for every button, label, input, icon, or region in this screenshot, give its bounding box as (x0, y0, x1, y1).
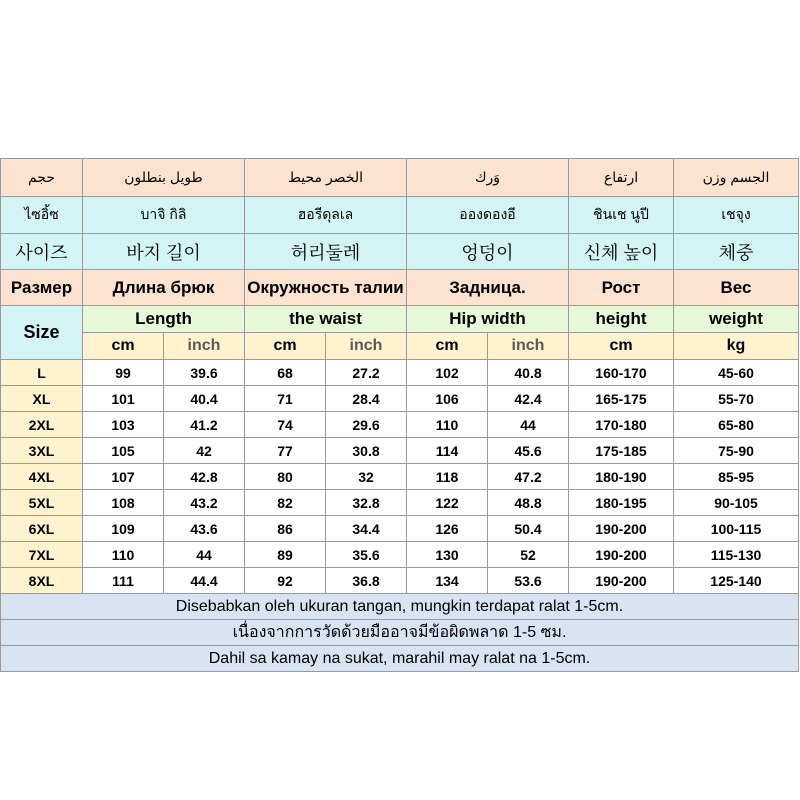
unit-waist-inch: inch (326, 333, 407, 360)
header-size-russian: Размер (1, 270, 83, 306)
header-row-thai (1, 197, 799, 234)
header-height-korean: 신체 높이 (569, 234, 674, 270)
size-cell: L (1, 360, 83, 386)
size-cell: 8XL (1, 568, 83, 594)
hip-inch-cell: 45.6 (488, 438, 569, 464)
waist-cm-cell: 82 (245, 490, 326, 516)
weight-cell: 115-130 (674, 542, 799, 568)
length-cm-cell: 101 (83, 386, 164, 412)
hip-cm-cell: 130 (407, 542, 488, 568)
unit-length-cm: cm (83, 333, 164, 360)
table-row (1, 438, 799, 464)
header-row-english (1, 306, 799, 333)
header-weight-arabic: الجسم وزن (674, 159, 799, 197)
note-row (1, 594, 799, 620)
header-hip-thai: อองดองอี (407, 197, 569, 234)
height-cell: 180-195 (569, 490, 674, 516)
size-cell: 5XL (1, 490, 83, 516)
header-size-arabic: حجم (1, 159, 83, 197)
waist-inch-cell: 32.8 (326, 490, 407, 516)
hip-inch-cell: 44 (488, 412, 569, 438)
hip-cm-cell: 102 (407, 360, 488, 386)
table-row (1, 360, 799, 386)
hip-cm-cell: 134 (407, 568, 488, 594)
length-cm-cell: 107 (83, 464, 164, 490)
header-weight-korean: 체중 (674, 234, 799, 270)
length-cm-cell: 111 (83, 568, 164, 594)
header-row-korean (1, 234, 799, 270)
table-row (1, 542, 799, 568)
waist-inch-cell: 30.8 (326, 438, 407, 464)
unit-weight-kg: kg (674, 333, 799, 360)
header-weight-russian: Вес (674, 270, 799, 306)
unit-length-inch: inch (164, 333, 245, 360)
waist-inch-cell: 27.2 (326, 360, 407, 386)
size-cell: 4XL (1, 464, 83, 490)
header-length-korean: 바지 길이 (83, 234, 245, 270)
header-hip-korean: 엉덩이 (407, 234, 569, 270)
length-cm-cell: 99 (83, 360, 164, 386)
size-cell: 6XL (1, 516, 83, 542)
header-waist-korean: 허리둘레 (245, 234, 407, 270)
header-hip-russian: Задница. (407, 270, 569, 306)
header-row-russian (1, 270, 799, 306)
unit-hip-cm: cm (407, 333, 488, 360)
waist-inch-cell: 28.4 (326, 386, 407, 412)
size-chart-table (0, 158, 799, 672)
size-data-rows (1, 360, 799, 594)
header-length-english: Length (83, 306, 245, 333)
unit-hip-inch: inch (488, 333, 569, 360)
length-inch-cell: 44 (164, 542, 245, 568)
length-inch-cell: 42.8 (164, 464, 245, 490)
waist-cm-cell: 68 (245, 360, 326, 386)
length-cm-cell: 103 (83, 412, 164, 438)
measurement-note: เนื่องจากการวัดด้วยมืออาจมีข้อผิดพลาด 1-5 ซม. (1, 620, 799, 646)
weight-cell: 75-90 (674, 438, 799, 464)
height-cell: 190-200 (569, 568, 674, 594)
table-row (1, 464, 799, 490)
height-cell: 175-185 (569, 438, 674, 464)
size-cell: 7XL (1, 542, 83, 568)
length-inch-cell: 43.2 (164, 490, 245, 516)
hip-inch-cell: 48.8 (488, 490, 569, 516)
measurement-note: Disebabkan oleh ukuran tangan, mungkin terdapat ralat 1-5cm. (1, 594, 799, 620)
hip-inch-cell: 50.4 (488, 516, 569, 542)
length-cm-cell: 105 (83, 438, 164, 464)
waist-cm-cell: 86 (245, 516, 326, 542)
header-length-thai: บาจิ กิลิ (83, 197, 245, 234)
header-size-korean: 사이즈 (1, 234, 83, 270)
header-waist-russian: Окружность талии (245, 270, 407, 306)
hip-inch-cell: 52 (488, 542, 569, 568)
header-height-russian: Рост (569, 270, 674, 306)
table-row (1, 568, 799, 594)
header-hip-english: Hip width (407, 306, 569, 333)
table-row (1, 490, 799, 516)
waist-cm-cell: 74 (245, 412, 326, 438)
header-waist-english: the waist (245, 306, 407, 333)
unit-waist-cm: cm (245, 333, 326, 360)
hip-cm-cell: 118 (407, 464, 488, 490)
length-inch-cell: 39.6 (164, 360, 245, 386)
hip-cm-cell: 126 (407, 516, 488, 542)
length-cm-cell: 109 (83, 516, 164, 542)
height-cell: 165-175 (569, 386, 674, 412)
length-inch-cell: 40.4 (164, 386, 245, 412)
size-cell: 2XL (1, 412, 83, 438)
weight-cell: 45-60 (674, 360, 799, 386)
note-row (1, 646, 799, 672)
hip-inch-cell: 53.6 (488, 568, 569, 594)
measurement-note: Dahil sa kamay na sukat, marahil may ralat na 1-5cm. (1, 646, 799, 672)
table-row (1, 386, 799, 412)
header-row-arabic (1, 159, 799, 197)
weight-cell: 100-115 (674, 516, 799, 542)
note-row (1, 620, 799, 646)
unit-height-cm: cm (569, 333, 674, 360)
header-hip-arabic: وَرك (407, 159, 569, 197)
size-cell: XL (1, 386, 83, 412)
hip-inch-cell: 42.4 (488, 386, 569, 412)
waist-inch-cell: 29.6 (326, 412, 407, 438)
waist-cm-cell: 77 (245, 438, 326, 464)
header-height-arabic: ارتفاع (569, 159, 674, 197)
waist-cm-cell: 80 (245, 464, 326, 490)
header-height-english: height (569, 306, 674, 333)
height-cell: 190-200 (569, 542, 674, 568)
waist-inch-cell: 34.4 (326, 516, 407, 542)
weight-cell: 85-95 (674, 464, 799, 490)
header-row-units (1, 333, 799, 360)
table-row (1, 412, 799, 438)
waist-inch-cell: 32 (326, 464, 407, 490)
waist-cm-cell: 92 (245, 568, 326, 594)
waist-inch-cell: 35.6 (326, 542, 407, 568)
header-weight-thai: เชจุง (674, 197, 799, 234)
waist-cm-cell: 89 (245, 542, 326, 568)
height-cell: 170-180 (569, 412, 674, 438)
header-size-thai: ไซอิ้ซ (1, 197, 83, 234)
header-waist-thai: ฮอรีดุลเล (245, 197, 407, 234)
length-inch-cell: 43.6 (164, 516, 245, 542)
hip-inch-cell: 47.2 (488, 464, 569, 490)
hip-cm-cell: 114 (407, 438, 488, 464)
waist-cm-cell: 71 (245, 386, 326, 412)
table-row (1, 516, 799, 542)
height-cell: 180-190 (569, 464, 674, 490)
header-length-russian: Длина брюк (83, 270, 245, 306)
height-cell: 160-170 (569, 360, 674, 386)
header-height-thai: ชินเช นูปี (569, 197, 674, 234)
header-weight-english: weight (674, 306, 799, 333)
size-cell: 3XL (1, 438, 83, 464)
header-length-arabic: طويل بنطلون (83, 159, 245, 197)
weight-cell: 65-80 (674, 412, 799, 438)
weight-cell: 90-105 (674, 490, 799, 516)
hip-cm-cell: 106 (407, 386, 488, 412)
length-cm-cell: 110 (83, 542, 164, 568)
length-inch-cell: 44.4 (164, 568, 245, 594)
length-inch-cell: 41.2 (164, 412, 245, 438)
note-rows (1, 594, 799, 672)
hip-inch-cell: 40.8 (488, 360, 569, 386)
weight-cell: 55-70 (674, 386, 799, 412)
hip-cm-cell: 122 (407, 490, 488, 516)
header-waist-arabic: الخصر محيط (245, 159, 407, 197)
hip-cm-cell: 110 (407, 412, 488, 438)
waist-inch-cell: 36.8 (326, 568, 407, 594)
length-inch-cell: 42 (164, 438, 245, 464)
weight-cell: 125-140 (674, 568, 799, 594)
header-size-english: Size (1, 306, 83, 360)
length-cm-cell: 108 (83, 490, 164, 516)
height-cell: 190-200 (569, 516, 674, 542)
